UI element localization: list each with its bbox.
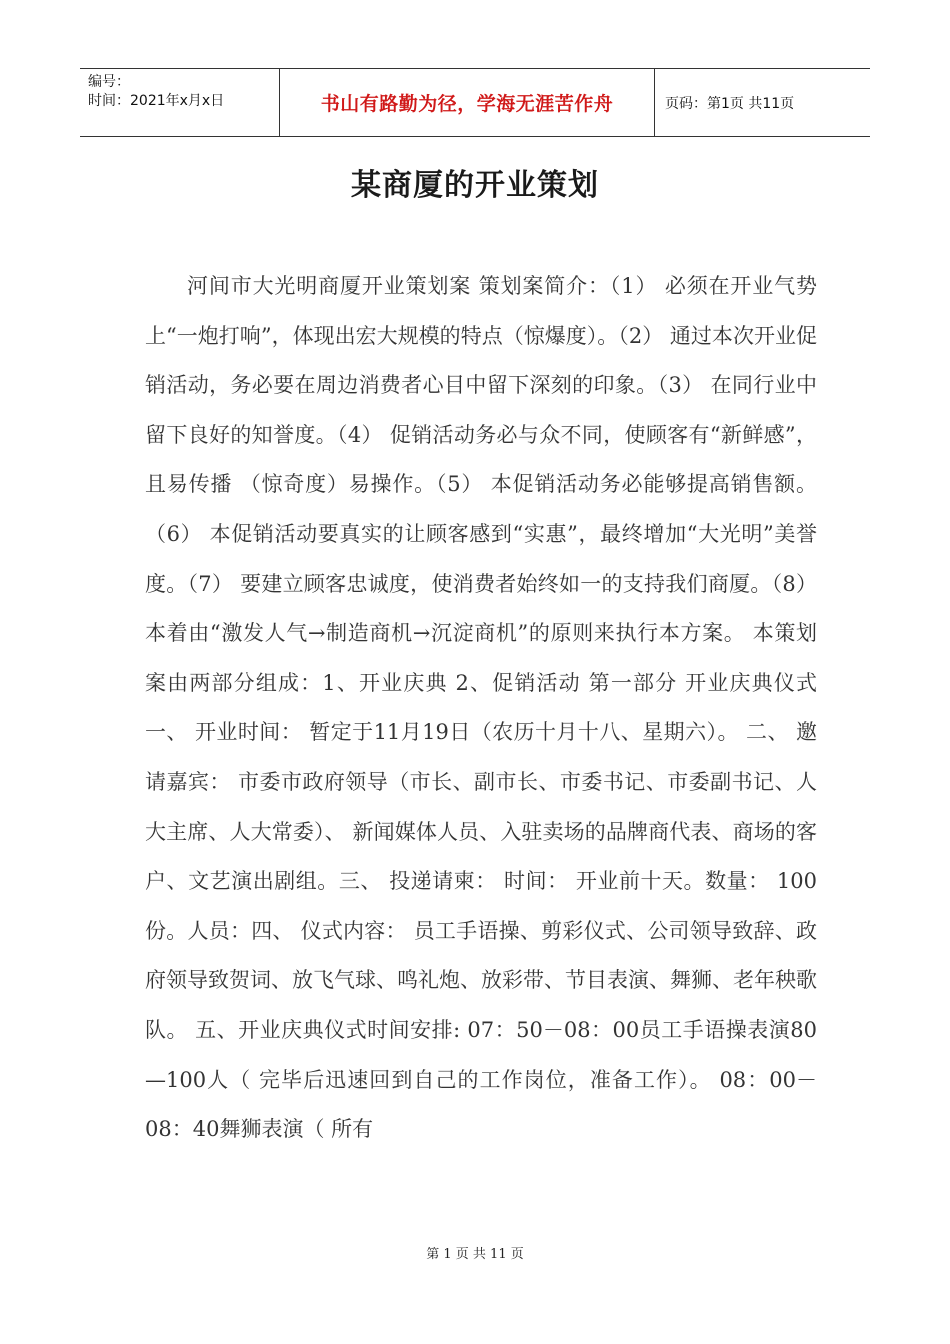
header-meta [80, 69, 280, 136]
header-motto: 书山有路勤为径，学海无涯苦作舟 [280, 69, 655, 136]
page-header [80, 68, 870, 137]
header-page-info: 页码：第1页 共11页 [665, 95, 795, 112]
page-footer: 第 1 页 共 11 页 [426, 1247, 524, 1262]
document-body: 河间市大光明商厦开业策划案 策划案简介：（1） 必须在开业气势上“一炮打响”，体现出宏大规模的特点（惊爆度）。（2） 通过本次开业促销活动，务必要在周边消费者心目中留下深刻的印象。（3） 在同行业中留下良好的知誉度。（4） 促销活动务必与众不同，使顾客有“新鲜感”，且易传播 （惊奇度）易操作。（5） 本促销活动务必能够提高销售额。（6） 本促销活动要真实的让顾客感到“实惠”，最终增加“大光明”美誉度。（7） 要建立顾客忠诚度，使消费者始终如一的支持我们商厦。（8） 本着由“激发人气→制造商机→沉淀商机”的原则来执行本方案。 本策划案由两部分组成：1、开业庆典 2、促销活动 第一部分 开业庆典仪式 一、 开业时间： 暂定于11月19日（农历十月十八、星期六）。 二、 邀请嘉宾： 市委市政府领导（市长、副市长、市委书记、市委副书记、人大主席、人大常委）、 新闻媒体人员、入驻卖场的品牌商代表、商场的客户、文艺演出剧组。三、 投递请柬： 时间： 开业前十天。数量： 100份。人员：四、 仪式内容： 员工手语操、剪彩仪式、公司领导致辞、政府领导致贺词、放飞气球、鸣礼炮、放彩带、节目表演、舞狮、老年秧歌队。 五、开业庆典仪式时间安排: 07：50－08：00员工手语操表演80—100人（ 完毕后迅速回到自己的工作岗位，准备工作）。 08：00－08：40舞狮表演（ 所有 [145, 274, 817, 1142]
document-title: 某商厦的开业策划 [351, 168, 599, 203]
document-number-label: 编号： [88, 74, 130, 90]
document-date-label: 时间：2021年x月x日 [88, 93, 225, 109]
